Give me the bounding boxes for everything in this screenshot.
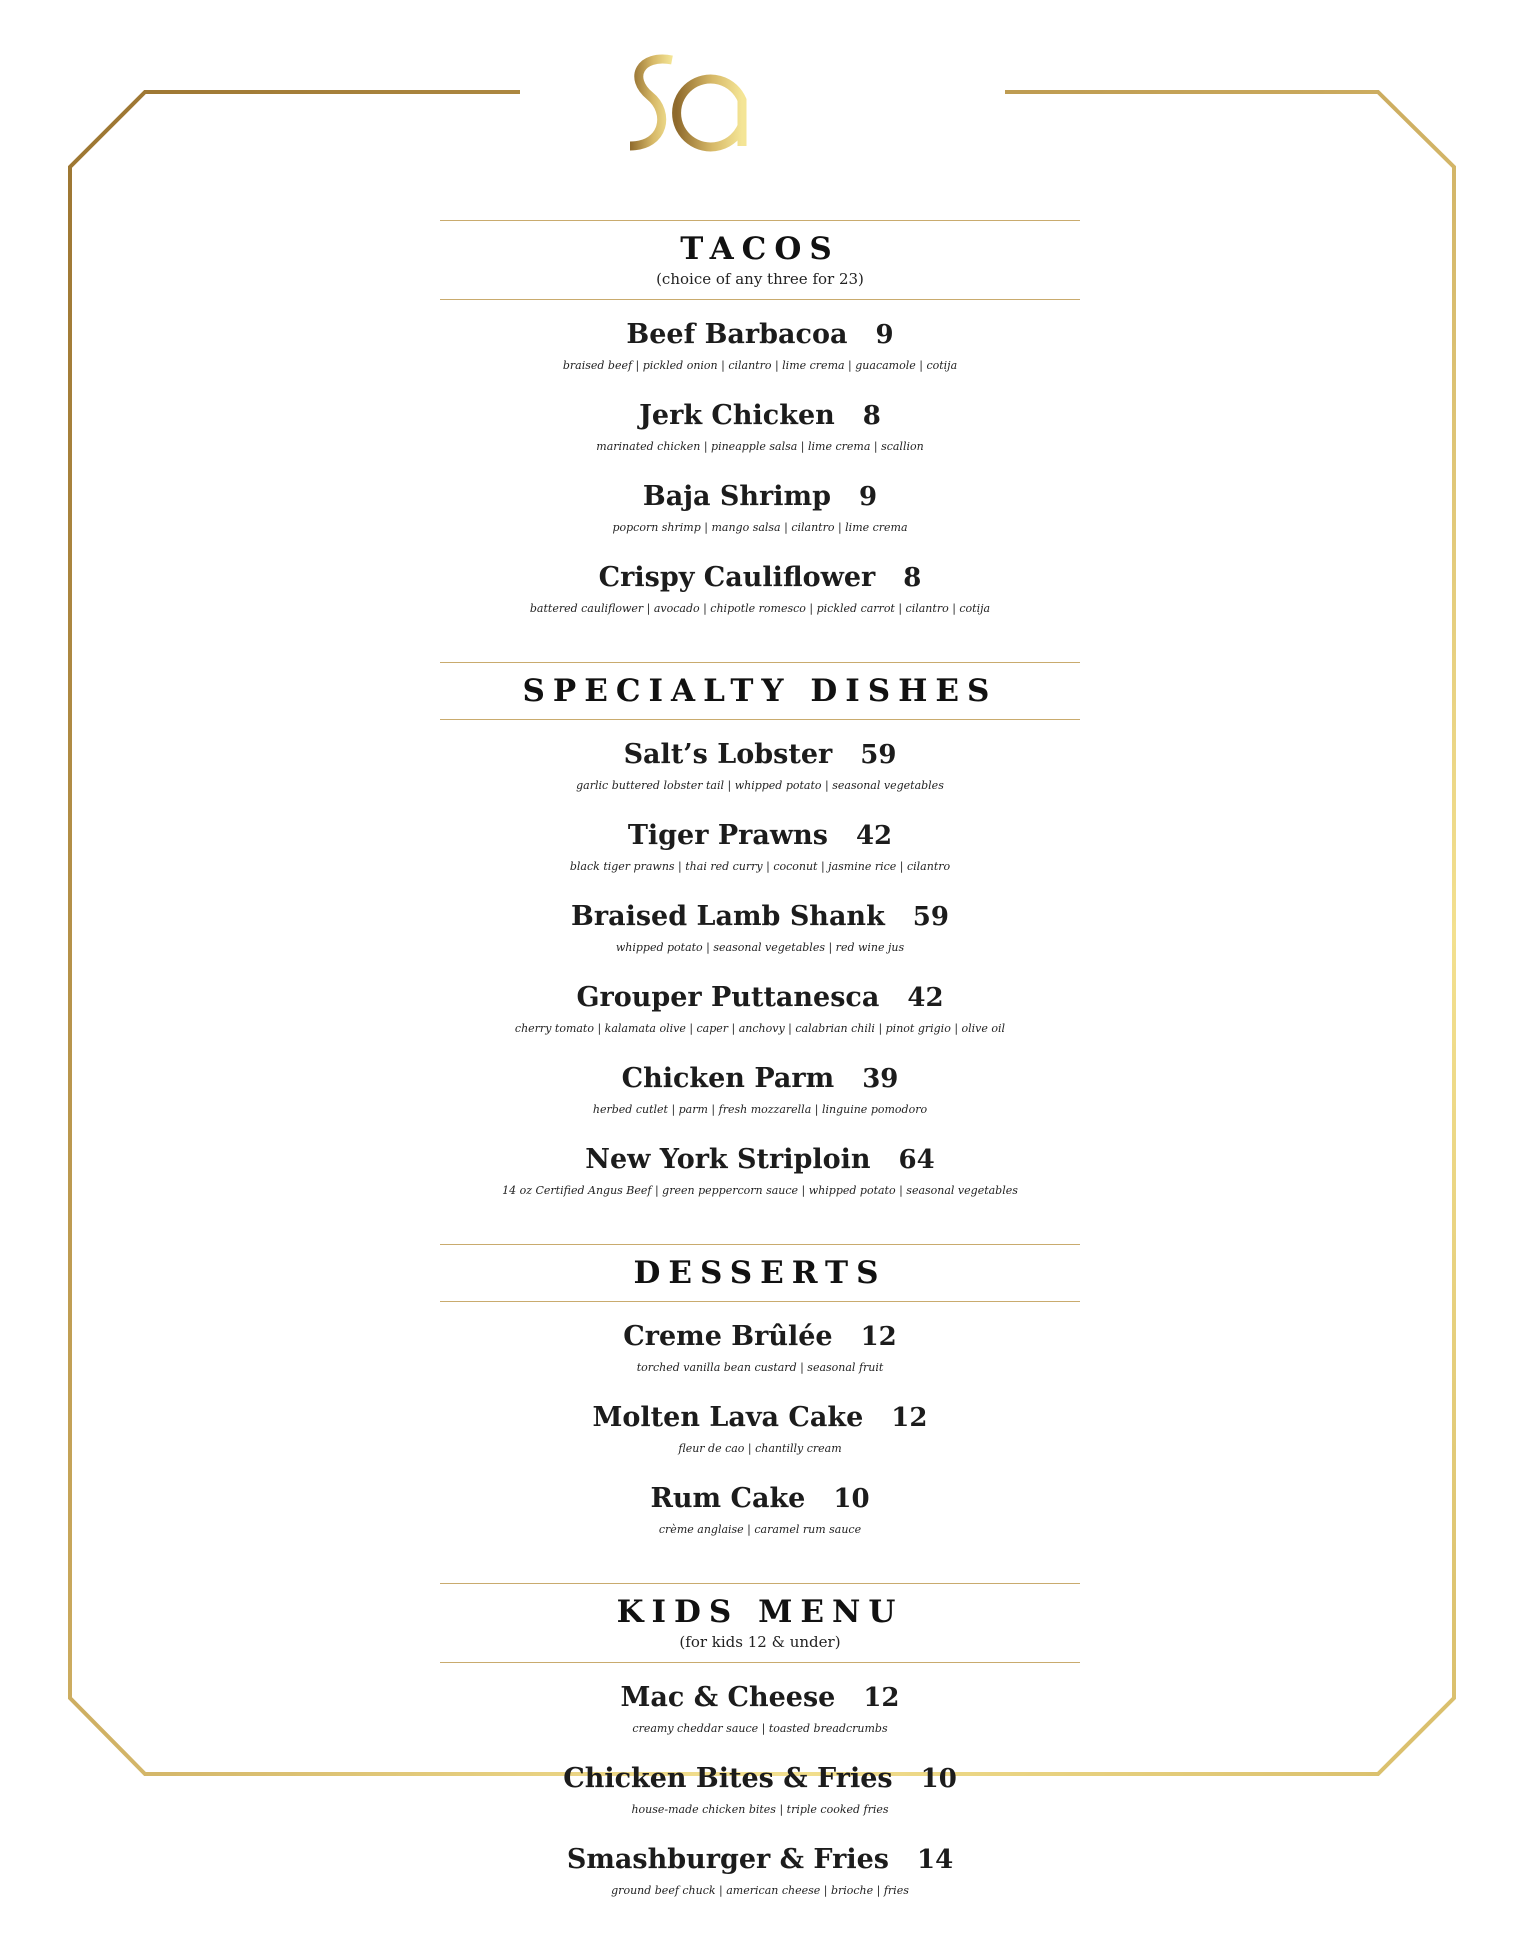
menu-item-description: popcorn shrimp | mango salsa | cilantro | lime crema xyxy=(612,521,908,534)
section-subtitle: (choice of any three for 23) xyxy=(656,270,864,288)
menu-item-description: ground beef chuck | american cheese | brioche | fries xyxy=(611,1884,909,1897)
menu-item xyxy=(380,738,1140,797)
menu-item-price: 10 xyxy=(833,1484,870,1514)
menu-item-heading xyxy=(380,819,1140,856)
menu-item-heading xyxy=(380,1843,1140,1880)
section-subtitle: (for kids 12 & under) xyxy=(679,1633,841,1651)
section-title: SPECIALTY DISHES xyxy=(522,673,998,709)
menu-item-description: 14 oz Certified Angus Beef | green peppercorn sauce | whipped potato | seasonal vegetables xyxy=(502,1184,1018,1197)
section-header xyxy=(440,1244,1080,1302)
menu-item-heading xyxy=(380,738,1140,775)
section-tacos xyxy=(380,220,1140,620)
section-specialty-dishes xyxy=(380,662,1140,1202)
menu-item-price: 10 xyxy=(920,1764,957,1794)
menu-item-description: braised beef | pickled onion | cilantro | lime crema | guacamole | cotija xyxy=(562,359,958,372)
menu-item-price: 39 xyxy=(862,1064,899,1094)
menu-item-heading xyxy=(380,1681,1140,1718)
menu-item xyxy=(380,318,1140,377)
menu-item-name: Braised Lamb Shank xyxy=(571,901,885,932)
menu-item-heading xyxy=(380,1482,1140,1519)
menu-item-name: Beef Barbacoa xyxy=(626,319,848,350)
menu-item-price: 12 xyxy=(860,1322,897,1352)
menu-item-name: Jerk Chicken xyxy=(639,400,835,431)
menu-item-name: Salt’s Lobster xyxy=(623,739,833,770)
menu-item-name: Crispy Cauliflower xyxy=(598,562,876,593)
menu-item xyxy=(380,399,1140,458)
menu-item-price: 59 xyxy=(860,740,897,770)
menu-item xyxy=(380,1482,1140,1541)
menu-item-price: 9 xyxy=(875,320,894,350)
menu-item-name: Chicken Parm xyxy=(621,1063,835,1094)
menu-item-name: Chicken Bites & Fries xyxy=(563,1763,893,1794)
menu-item-price: 8 xyxy=(903,563,922,593)
menu-item xyxy=(380,480,1140,539)
menu-content xyxy=(380,220,1140,1944)
menu-item-name: Rum Cake xyxy=(650,1483,806,1514)
menu-item-description: black tiger prawns | thai red curry | coconut | jasmine rice | cilantro xyxy=(569,860,951,873)
section-title: TACOS xyxy=(680,231,840,267)
menu-item xyxy=(380,1062,1140,1121)
menu-item-price: 14 xyxy=(916,1845,954,1875)
menu-item-description: herbed cutlet | parm | fresh mozzarella | linguine pomodoro xyxy=(592,1103,928,1116)
menu-item-name: Tiger Prawns xyxy=(627,820,828,851)
section-title: DESSERTS xyxy=(633,1255,887,1291)
menu-item-description: creamy cheddar sauce | toasted breadcrumbs xyxy=(632,1722,888,1735)
menu-item-heading xyxy=(380,1143,1140,1180)
menu-item xyxy=(380,1320,1140,1379)
menu-item-heading xyxy=(380,1762,1140,1799)
menu-item-description: fleur de cao | chantilly cream xyxy=(678,1442,842,1455)
menu-item-price: 12 xyxy=(863,1683,900,1713)
menu-item xyxy=(380,1681,1140,1740)
section-header xyxy=(440,662,1080,720)
menu-item-description: battered cauliflower | avocado | chipotle romesco | pickled carrot | cilantro | cotija xyxy=(529,602,991,615)
section-header xyxy=(440,220,1080,300)
menu-item-heading xyxy=(380,1320,1140,1357)
menu-item-description: crème anglaise | caramel rum sauce xyxy=(658,1523,862,1536)
menu-item-price: 9 xyxy=(858,482,878,512)
menu-item-heading xyxy=(380,318,1140,355)
section-kids-menu xyxy=(380,1583,1140,1902)
menu-item xyxy=(380,819,1140,878)
salt-logo xyxy=(610,38,910,163)
salt-logo-mark xyxy=(610,38,910,163)
menu-item-name: Baja Shrimp xyxy=(642,481,831,512)
menu-item-name: Grouper Puttanesca xyxy=(576,982,880,1013)
menu-item xyxy=(380,1843,1140,1902)
menu-item-description: garlic buttered lobster tail | whipped potato | seasonal vegetables xyxy=(576,779,944,792)
menu-item-name: Smashburger & Fries xyxy=(566,1844,889,1875)
menu-item-name: Molten Lava Cake xyxy=(592,1402,864,1433)
menu-item-price: 59 xyxy=(912,902,949,932)
menu-item xyxy=(380,981,1140,1040)
menu-item xyxy=(380,1143,1140,1202)
menu-item-description: cherry tomato | kalamata olive | caper | anchovy | calabrian chili | pinot grigio | olive oil xyxy=(514,1022,1006,1035)
menu-item-heading xyxy=(380,900,1140,937)
menu-item-heading xyxy=(380,981,1140,1018)
menu-item-heading xyxy=(380,561,1140,598)
menu-item-name: Mac & Cheese xyxy=(620,1682,836,1713)
menu-item-description: marinated chicken | pineapple salsa | lime crema | scallion xyxy=(596,440,924,453)
menu-item-heading xyxy=(380,399,1140,436)
menu-item-price: 42 xyxy=(907,983,944,1013)
menu-item-description: whipped potato | seasonal vegetables | red wine jus xyxy=(615,941,905,954)
menu-item xyxy=(380,561,1140,620)
section-header xyxy=(440,1583,1080,1663)
menu-item xyxy=(380,1401,1140,1460)
section-desserts xyxy=(380,1244,1140,1541)
section-title: KIDS MENU xyxy=(616,1594,904,1630)
menu-item-price: 42 xyxy=(855,821,893,851)
menu-item-heading xyxy=(380,480,1140,517)
menu-item-price: 12 xyxy=(891,1403,928,1433)
menu-item-description: torched vanilla bean custard | seasonal fruit xyxy=(636,1361,884,1374)
menu-item-name: New York Striploin xyxy=(585,1144,871,1175)
menu-item-price: 8 xyxy=(862,401,881,431)
menu-item-heading xyxy=(380,1401,1140,1438)
menu-item-name: Creme Brûlée xyxy=(623,1321,833,1352)
menu-item-price: 64 xyxy=(898,1145,935,1175)
menu-item-description: house-made chicken bites | triple cooked fries xyxy=(631,1803,889,1816)
menu-item xyxy=(380,900,1140,959)
menu-item xyxy=(380,1762,1140,1821)
menu-item-heading xyxy=(380,1062,1140,1099)
